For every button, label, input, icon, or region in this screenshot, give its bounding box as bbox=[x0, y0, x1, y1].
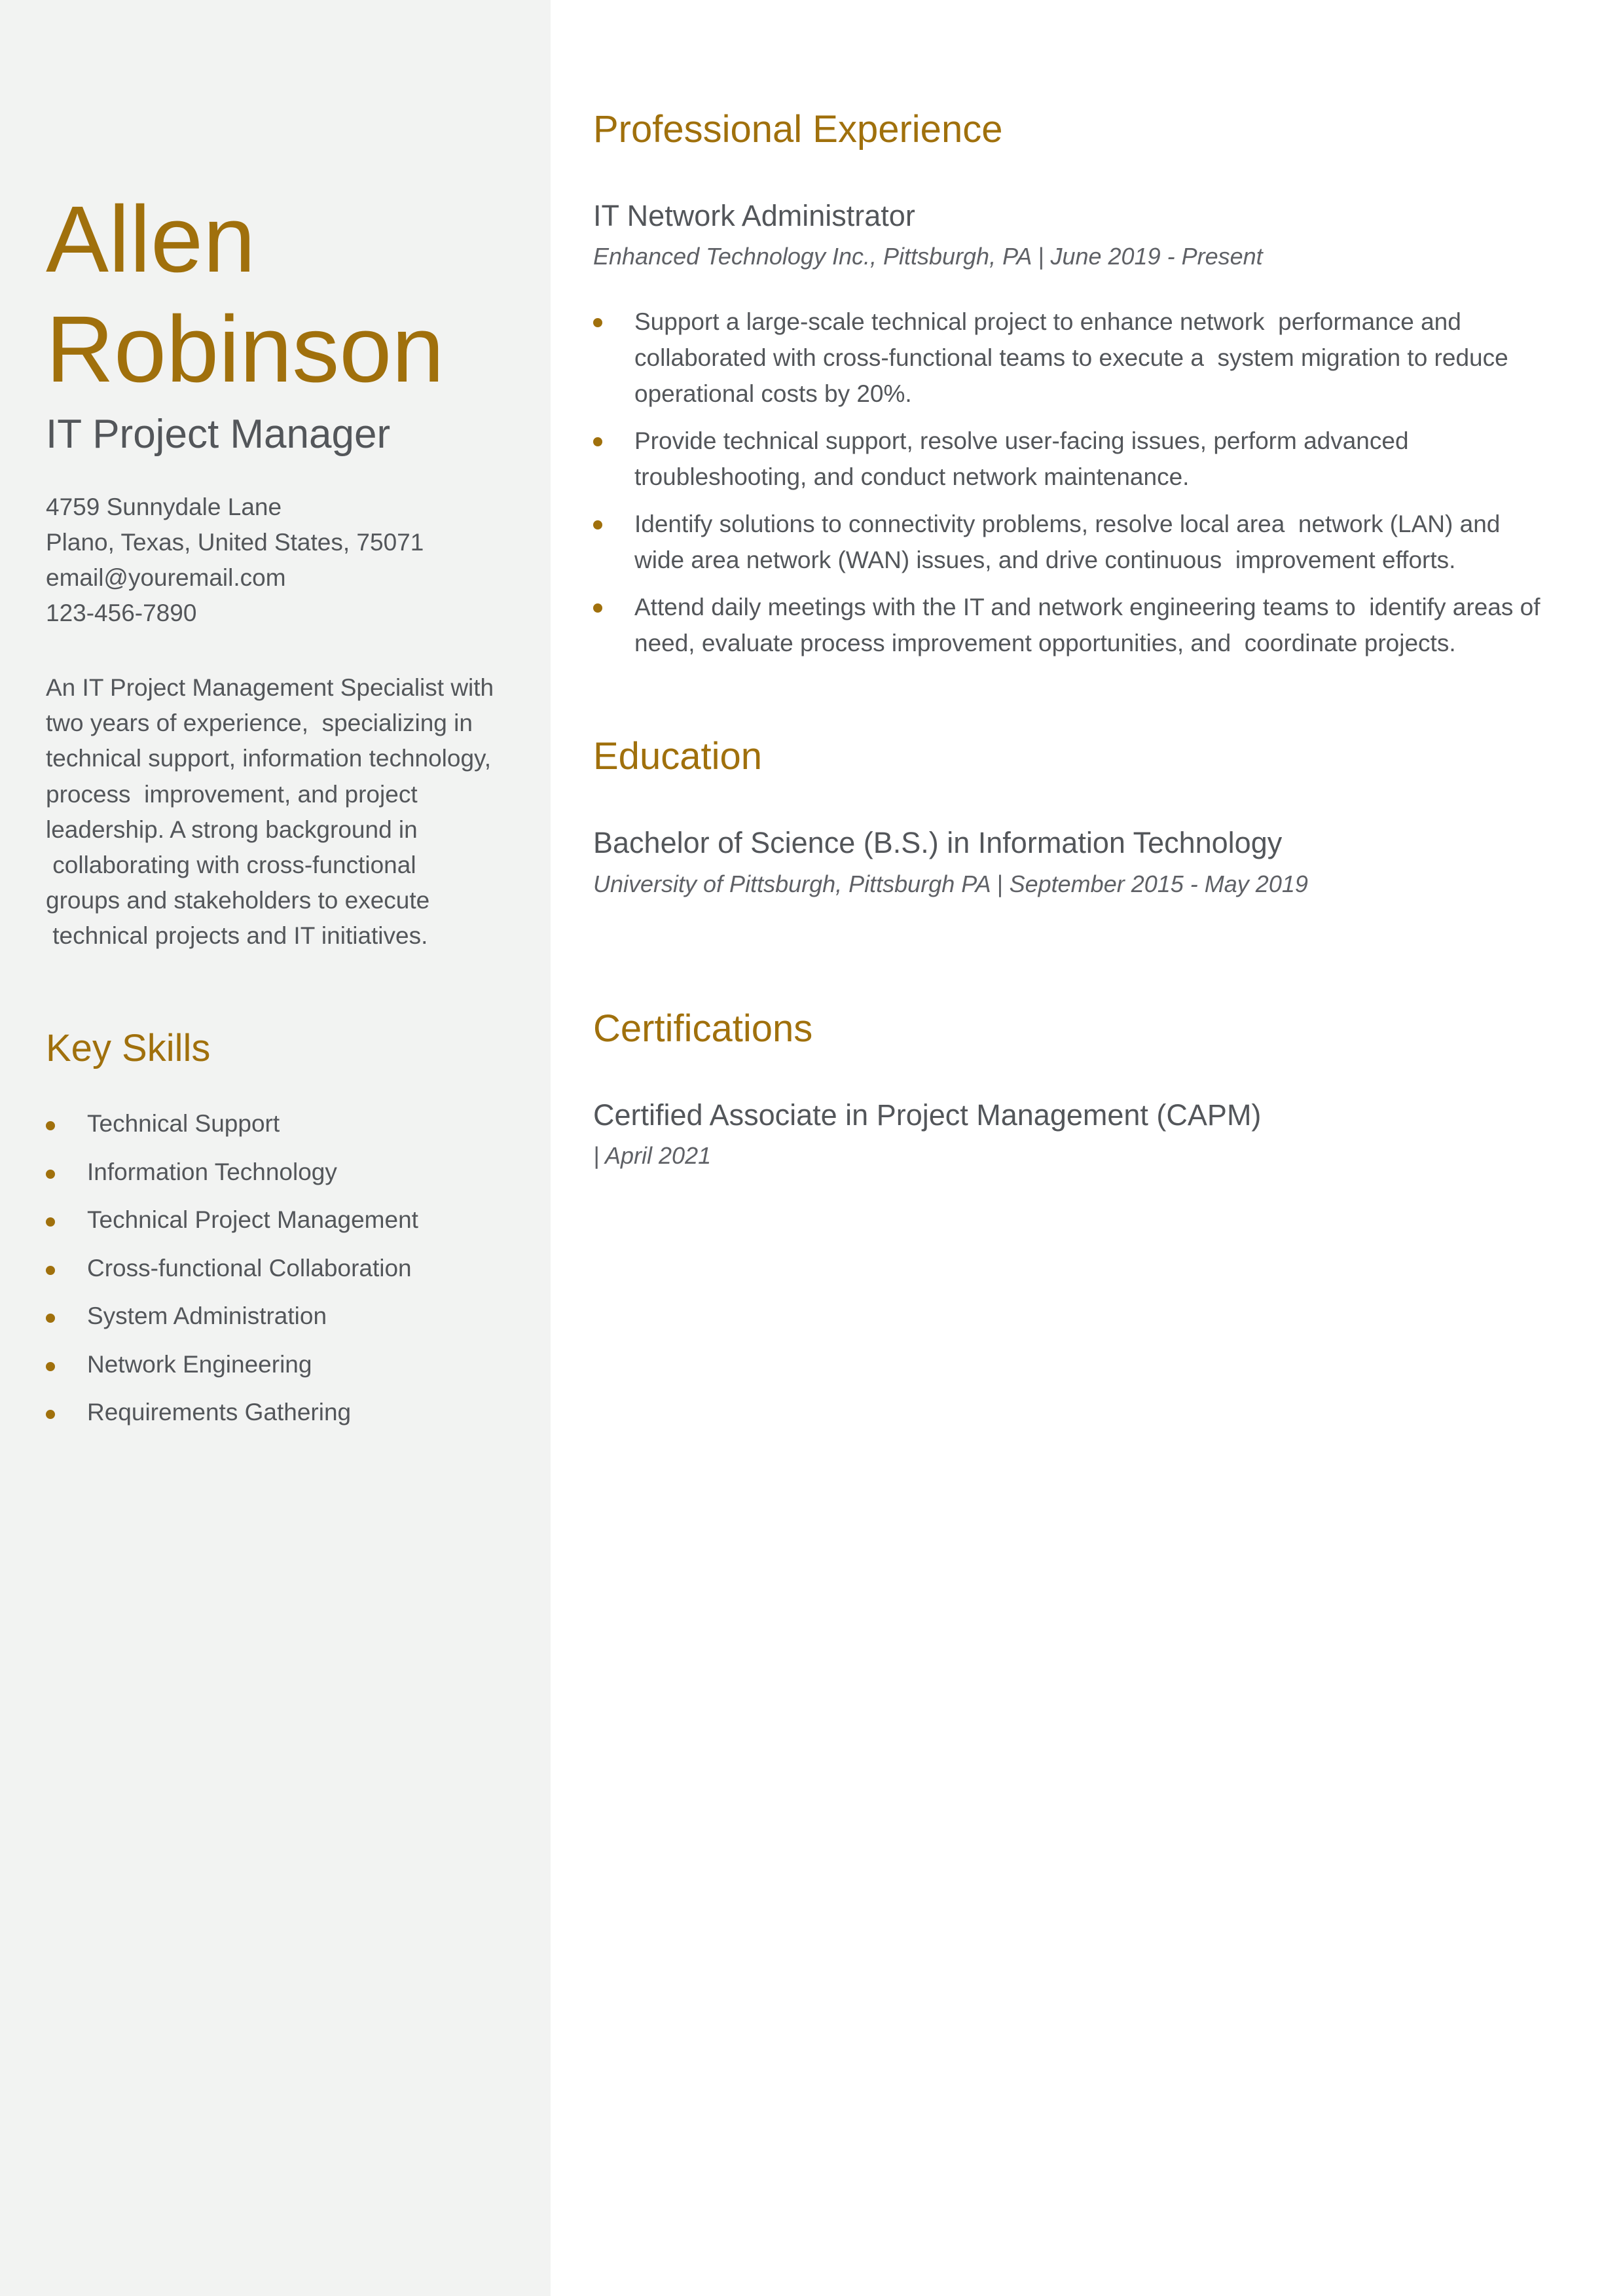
bullet-icon bbox=[46, 1410, 55, 1419]
skill-label: Technical Project Management bbox=[87, 1206, 418, 1233]
experience-role: IT Network Administrator bbox=[593, 199, 915, 232]
skill-item bbox=[46, 1251, 418, 1299]
phone: 123-456-7890 bbox=[46, 600, 197, 626]
duty-item bbox=[593, 506, 1582, 578]
education-heading: Education bbox=[593, 735, 762, 778]
bullet-icon bbox=[46, 1314, 55, 1323]
skill-label: Information Technology bbox=[87, 1158, 337, 1185]
sidebar bbox=[0, 0, 551, 2296]
education-meta: University of Pittsburgh, Pittsburgh PA | September 2015 - May 2019 bbox=[593, 870, 1308, 897]
certification-name: Certified Associate in Project Management (CAPM) bbox=[593, 1098, 1262, 1132]
address-line-1: 4759 Sunnydale Lane bbox=[46, 493, 282, 520]
skill-item bbox=[46, 1299, 418, 1347]
email: email@youremail.com bbox=[46, 564, 286, 591]
duty-line: Provide technical support, resolve user-facing issues, perform advanced bbox=[634, 427, 1409, 454]
duty-line: collaborated with cross-functional teams to execute a system migration to reduce bbox=[634, 344, 1508, 371]
skill-label: Technical Support bbox=[87, 1110, 280, 1137]
summary-line: groups and stakeholders to execute bbox=[46, 887, 430, 914]
profile-summary bbox=[46, 670, 494, 954]
skill-item bbox=[46, 1395, 418, 1443]
certifications-heading: Certifications bbox=[593, 1007, 813, 1050]
duty-item bbox=[593, 423, 1582, 495]
skill-item bbox=[46, 1202, 418, 1251]
duty-line: wide area network (WAN) issues, and drive continuous improvement efforts. bbox=[634, 547, 1456, 573]
skill-label: System Administration bbox=[87, 1302, 327, 1329]
education-degree: Bachelor of Science (B.S.) in Information Technology bbox=[593, 826, 1283, 859]
address-line-2: Plano, Texas, United States, 75071 bbox=[46, 529, 424, 556]
experience-meta: Enhanced Technology Inc., Pittsburgh, PA | June 2019 - Present bbox=[593, 243, 1263, 270]
bullet-icon bbox=[46, 1121, 55, 1130]
skill-label: Requirements Gathering bbox=[87, 1399, 352, 1426]
bullet-icon bbox=[46, 1170, 55, 1179]
summary-line: leadership. A strong background in bbox=[46, 816, 418, 843]
bullet-icon bbox=[46, 1217, 55, 1227]
duty-item bbox=[593, 304, 1582, 412]
contact-info bbox=[46, 490, 424, 631]
summary-line: technical projects and IT initiatives. bbox=[46, 922, 428, 950]
summary-line: process improvement, and project bbox=[46, 780, 418, 808]
candidate-name bbox=[46, 185, 444, 404]
duty-line: Attend daily meetings with the IT and network engineering teams to identify areas of bbox=[634, 594, 1541, 620]
bullet-icon bbox=[593, 603, 602, 613]
bullet-icon bbox=[593, 318, 602, 327]
bullet-icon bbox=[46, 1362, 55, 1371]
summary-line: An IT Project Management Specialist with bbox=[46, 674, 494, 701]
duties-list bbox=[593, 304, 1582, 672]
last-name: Robinson bbox=[46, 296, 445, 402]
experience-heading: Professional Experience bbox=[593, 108, 1003, 151]
job-title: IT Project Manager bbox=[46, 412, 391, 457]
skill-label: Network Engineering bbox=[87, 1350, 312, 1378]
skill-item bbox=[46, 1347, 418, 1395]
bullet-icon bbox=[46, 1266, 55, 1275]
skills-heading: Key Skills bbox=[46, 1027, 211, 1069]
duty-line: Identify solutions to connectivity problems, resolve local area network (LAN) and bbox=[634, 511, 1501, 537]
summary-line: two years of experience, specializing in bbox=[46, 709, 473, 737]
duty-line: operational costs by 20%. bbox=[634, 380, 912, 407]
bullet-icon bbox=[593, 520, 602, 529]
first-name: Allen bbox=[46, 187, 256, 292]
skill-item bbox=[46, 1155, 418, 1203]
bullet-icon bbox=[593, 437, 602, 446]
duty-line: Support a large-scale technical project to enhance network performance and bbox=[634, 308, 1461, 335]
summary-line: technical support, information technology, bbox=[46, 745, 492, 772]
certification-meta: | April 2021 bbox=[593, 1142, 712, 1169]
skill-item bbox=[46, 1106, 418, 1155]
summary-line: collaborating with cross-functional bbox=[46, 852, 416, 879]
duty-line: need, evaluate process improvement opportunities, and coordinate projects. bbox=[634, 630, 1456, 656]
duty-line: troubleshooting, and conduct network maintenance. bbox=[634, 463, 1190, 490]
skills-list bbox=[46, 1106, 418, 1443]
duty-item bbox=[593, 589, 1582, 661]
skill-label: Cross-functional Collaboration bbox=[87, 1254, 412, 1282]
